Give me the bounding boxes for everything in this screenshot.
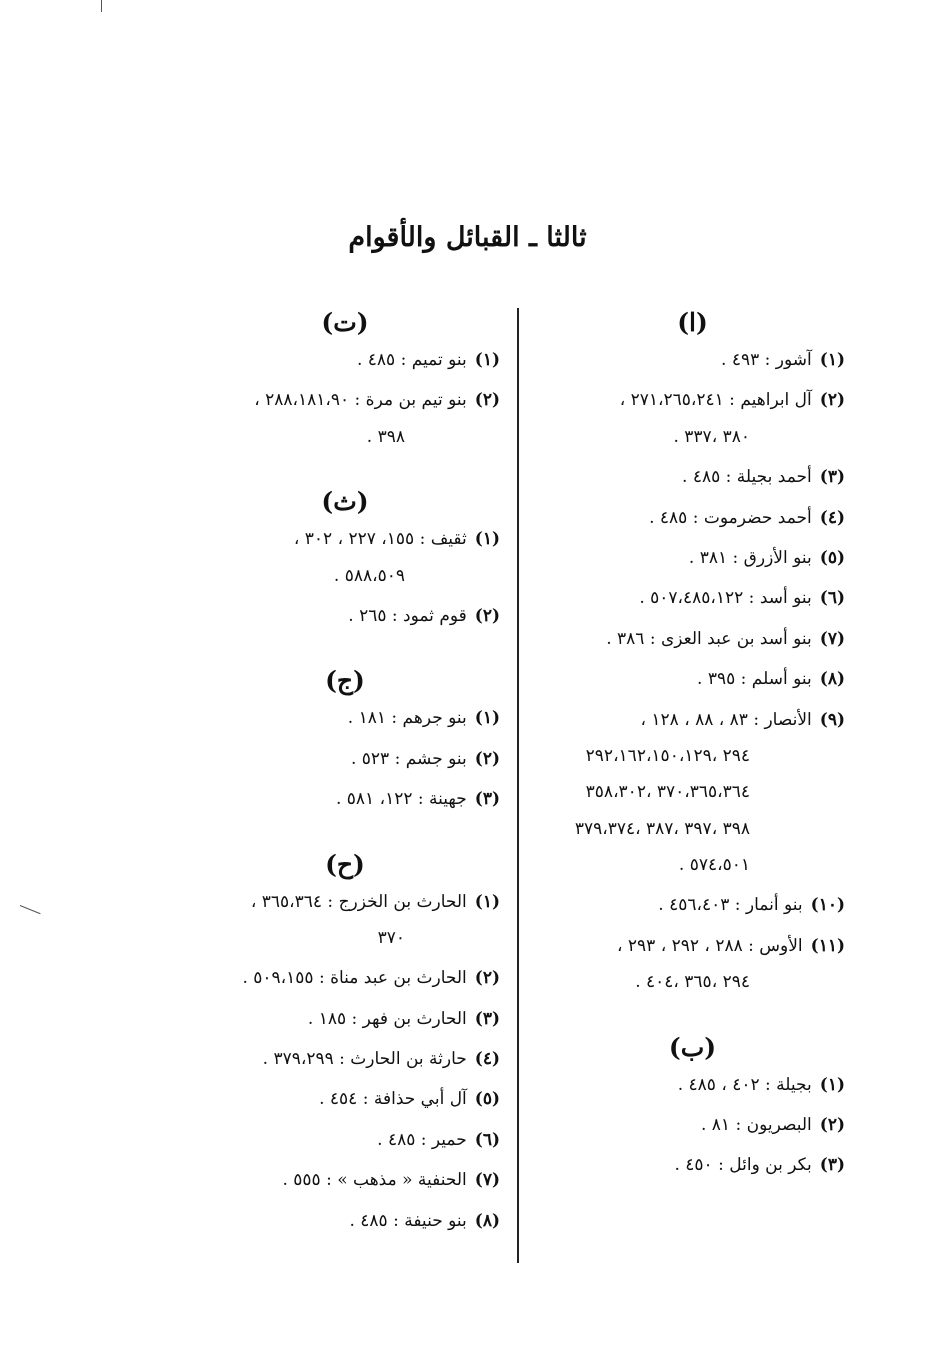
entry-continuation: ٣٩٨ .	[366, 426, 405, 447]
entry-text: الحارث بن عبد مناة : ٥٠٩،١٥٥ .	[242, 968, 467, 989]
entry-text: البصريون : ٨١ .	[700, 1115, 812, 1136]
index-entry	[190, 1049, 500, 1069]
entry-text: أحمد حضرموت : ٤٨٥ .	[649, 507, 812, 528]
entry-number: (٤)	[474, 1049, 500, 1070]
index-entry	[540, 629, 845, 649]
entry-number: (١)	[474, 708, 500, 729]
page-title: ثالثا ـ القبائل والأقوام	[348, 222, 587, 253]
entry-text: بجيلة : ٤٠٢ ، ٤٨٥ .	[677, 1074, 812, 1095]
entry-number: (١)	[474, 529, 500, 550]
entry-text: بنو تيم بن مرة : ٢٨٨،١٨١،٩٠ ،	[254, 390, 467, 411]
entry-text: جهينة : ١٢٢، ٥٨١ .	[335, 789, 467, 810]
entry-number: (٢)	[474, 605, 500, 626]
entry-number: (١١)	[810, 935, 845, 956]
entry-continuation: ٥٧٤،٥٠١ .	[678, 855, 750, 876]
entry-continuation: ٣٧٠	[377, 927, 405, 948]
entry-number: (٧)	[474, 1170, 500, 1191]
entry-number: (٦)	[819, 588, 845, 609]
section-letter: (ت)	[321, 308, 369, 337]
section-letter: (ج)	[325, 666, 365, 696]
section-gap	[190, 646, 500, 658]
entry-text: الأوس : ٢٨٨ ، ٢٩٢ ، ٢٩٣ ،	[617, 935, 803, 956]
letter-section	[190, 830, 500, 1232]
entry-text: بنو الأزرق : ٣٨١ .	[688, 547, 812, 568]
entry-continuation: ٢٩٤ ،٢٩٢،١٦٢،١٥٠،١٢٩	[585, 745, 750, 766]
index-entry	[540, 710, 845, 876]
index-entry	[190, 350, 500, 370]
entry-text: حمير : ٤٨٥ .	[377, 1129, 467, 1150]
entry-text: ثقيف : ١٥٥، ٢٢٧ ، ٣٠٢ ،	[293, 529, 467, 550]
index-entry	[540, 548, 845, 568]
letter-section	[540, 1013, 845, 1176]
scan-mark-top	[101, 0, 102, 12]
index-entry	[190, 968, 500, 988]
entry-number: (٣)	[819, 467, 845, 488]
entry-text: بنو حنيفة : ٤٨٥ .	[349, 1210, 467, 1231]
entry-number: (٥)	[819, 547, 845, 568]
entry-text: آل أبي حذافة : ٤٥٤ .	[319, 1089, 467, 1110]
entry-continuation: ٢٩٤ ،٣٦٥ ،٤٠٤ .	[635, 972, 750, 993]
index-entry	[190, 1170, 500, 1190]
entry-text: الحنفية « مذهب » : ٥٥٥ .	[282, 1170, 467, 1191]
entry-text: الحارث بن الخزرج : ٣٦٥،٣٦٤ ،	[250, 891, 467, 912]
entry-continuation: ٣٧٠،٣٦٥،٣٦٤ ،٣٥٨،٣٠٢	[585, 782, 750, 803]
section-letter: (ح)	[325, 849, 365, 879]
entry-number: (١)	[819, 350, 845, 370]
entry-number: (٢)	[474, 390, 500, 411]
index-entry	[190, 529, 500, 586]
entry-text: بنو أسد : ٥٠٧،٤٨٥،١٢٢ .	[639, 588, 812, 609]
index-entry	[540, 669, 845, 689]
entry-text: بنو أسلم : ٣٩٥ .	[697, 669, 812, 690]
index-entry	[540, 588, 845, 608]
column-divider	[517, 308, 519, 1263]
entry-text: بكر بن وائل : ٤٥٠ .	[674, 1155, 812, 1176]
entry-text: قوم ثمود : ٢٦٥ .	[348, 605, 467, 626]
entry-number: (٧)	[819, 628, 845, 649]
entry-text: بنو جشم : ٥٢٣ .	[350, 748, 467, 769]
index-entry	[540, 936, 845, 993]
index-entry	[190, 1211, 500, 1231]
entry-number: (٢)	[819, 390, 845, 411]
index-entry	[540, 1075, 845, 1095]
section-gap	[190, 830, 500, 842]
section-letter: (ب)	[668, 1032, 717, 1062]
entry-number: (٢)	[819, 1115, 845, 1136]
section-gap	[190, 467, 500, 479]
entry-number: (٣)	[819, 1155, 845, 1176]
entry-continuation: ٣٩٨ ،٣٩٧ ،٣٨٧ ،٣٧٩،٣٧٤	[574, 818, 750, 839]
index-entry	[540, 895, 845, 915]
entry-text: حارثة بن الحارث : ٣٧٩،٢٩٩ .	[262, 1049, 467, 1070]
entry-number: (٣)	[474, 789, 500, 810]
entry-text: بنو أسد بن عبد العزى : ٣٨٦ .	[606, 628, 812, 649]
entry-text: آل ابراهيم : ٢٧١،٢٦٥،٢٤١ ،	[619, 390, 812, 411]
entry-text: بنو جرهم : ١٨١ .	[347, 708, 467, 729]
entry-text: الحارث بن فهر : ١٨٥ .	[307, 1008, 467, 1029]
index-entry	[540, 508, 845, 528]
entry-number: (١)	[474, 350, 500, 370]
index-entry	[190, 606, 500, 626]
entry-number: (٩)	[819, 709, 845, 730]
index-entry	[540, 350, 845, 370]
entry-continuation: ٣٨٠ ،٣٣٧ .	[673, 426, 750, 447]
index-entry	[540, 1155, 845, 1175]
index-entry	[540, 467, 845, 487]
entry-text: بنو تميم : ٤٨٥ .	[356, 350, 467, 370]
index-entry	[540, 390, 845, 447]
index-entry	[190, 390, 500, 447]
entry-number: (١)	[819, 1074, 845, 1095]
entry-text: آشور : ٤٩٣ .	[721, 350, 812, 370]
index-entry	[190, 892, 500, 949]
index-entry	[190, 708, 500, 728]
entry-text: أحمد بجيلة : ٤٨٥ .	[682, 467, 812, 488]
index-entry	[190, 1009, 500, 1029]
index-entry	[190, 749, 500, 769]
entry-number: (٦)	[474, 1129, 500, 1150]
entry-number: (٢)	[474, 748, 500, 769]
section-letter: (ث)	[321, 487, 369, 517]
section-letter: (ا)	[677, 308, 708, 337]
index-entry	[190, 1089, 500, 1109]
index-entry	[190, 789, 500, 809]
index-column-right	[540, 300, 845, 1196]
entry-number: (٢)	[474, 968, 500, 989]
entry-text: الأنصار : ٨٣ ، ٨٨ ، ١٢٨ ،	[640, 709, 812, 730]
entry-number: (١)	[474, 891, 500, 912]
index-column-left	[190, 300, 500, 1251]
entry-continuation: ٥٨٨،٥٠٩ .	[333, 565, 405, 586]
letter-section	[540, 308, 845, 993]
entry-text: بنو أنمار : ٤٥٦،٤٠٣ .	[658, 895, 803, 916]
entry-number: (٤)	[819, 507, 845, 528]
entry-number: (١٠)	[810, 895, 845, 916]
entry-number: (٣)	[474, 1008, 500, 1029]
letter-section	[190, 467, 500, 626]
index-entry	[190, 1130, 500, 1150]
entry-number: (٨)	[474, 1210, 500, 1231]
entry-number: (٥)	[474, 1089, 500, 1110]
entry-number: (٨)	[819, 669, 845, 690]
letter-section	[190, 646, 500, 809]
section-gap	[540, 1013, 845, 1025]
letter-section	[190, 308, 500, 447]
index-entry	[540, 1115, 845, 1135]
scan-mark-left	[20, 905, 41, 914]
